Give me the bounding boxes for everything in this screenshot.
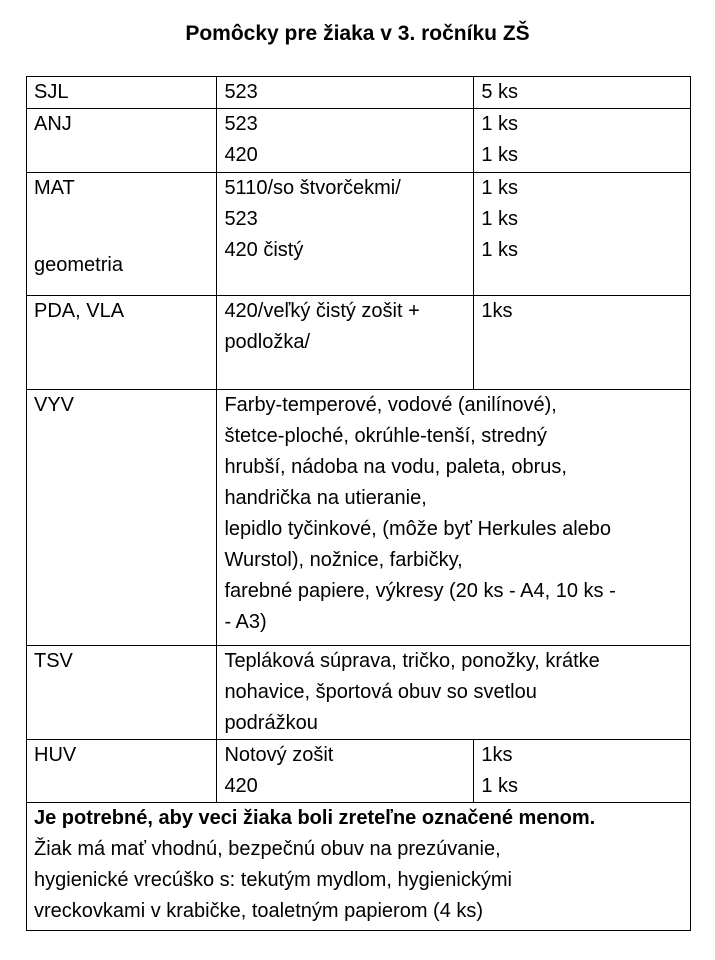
items-cell (217, 646, 691, 740)
table-row (27, 296, 691, 390)
subject-cell (27, 740, 217, 803)
subject-cell (27, 390, 217, 646)
qty-cell (474, 109, 691, 173)
subject-cell (27, 109, 217, 173)
table-row (27, 803, 691, 931)
qty-cell (474, 77, 691, 109)
note-text: vreckovkami v krabičke, toaletným papierom (4 ks) (34, 900, 484, 922)
qty-text: 1 ks (481, 177, 519, 199)
subject-label: ANJ (34, 113, 72, 135)
subject-cell (27, 173, 217, 296)
item-text: 523 (224, 113, 258, 135)
item-text: Tepláková súprava, tričko, ponožky, krátke (224, 650, 600, 672)
subject-label: TSV (34, 650, 73, 672)
qty-cell (474, 296, 691, 390)
item-text: 5110/so štvorčekmi/ (224, 177, 401, 199)
items-cell (217, 740, 474, 803)
qty-text: 1 ks (481, 775, 519, 797)
table-row (27, 173, 691, 296)
qty-text: 1 ks (481, 144, 519, 166)
items-cell (217, 296, 474, 390)
items-cell (217, 173, 474, 296)
table-row (27, 646, 691, 740)
item-text: handrička na utieranie, (224, 487, 427, 509)
table-row (27, 740, 691, 803)
subject-label: PDA, VLA (34, 300, 125, 322)
page-title: Pomôcky pre žiaka v 3. ročníku ZŠ (185, 22, 530, 45)
subject-label: VYV (34, 394, 75, 416)
qty-cell (474, 173, 691, 296)
subject-cell (27, 296, 217, 390)
note-cell (27, 803, 691, 931)
items-cell (217, 390, 691, 646)
qty-text: 1ks (481, 744, 513, 766)
subject-label: HUV (34, 744, 77, 766)
subject-cell (27, 77, 217, 109)
item-text: podrážkou (224, 712, 318, 734)
subject-label: MAT (34, 177, 75, 199)
item-text: Wurstol), nožnice, farbičky, (224, 549, 463, 571)
item-text: 420 (224, 775, 258, 797)
item-text: 523 (224, 208, 258, 230)
item-text: Farby-temperové, vodové (anilínové), (224, 394, 557, 416)
item-text: 420 (224, 144, 258, 166)
note-heading: Je potrebné, aby veci žiaka boli zreteľne označené menom. (34, 807, 596, 829)
items-cell (217, 77, 474, 109)
item-text: 523 (224, 81, 258, 103)
subject-cell (27, 646, 217, 740)
note-text: hygienické vrecúško s: tekutým mydlom, hygienickými (34, 869, 512, 891)
qty-text: 1 ks (481, 239, 519, 261)
qty-cell (474, 740, 691, 803)
items-cell (217, 109, 474, 173)
item-text: 420 čistý (224, 239, 304, 261)
subject-label: SJL (34, 81, 69, 103)
item-text: 420/veľký čistý zošit + (224, 300, 420, 322)
item-text: podložka/ (224, 331, 311, 353)
table-row (27, 77, 691, 109)
item-text: lepidlo tyčinkové, (môže byť Herkules alebo (224, 518, 612, 540)
item-text: hrubší, nádoba na vodu, paleta, obrus, (224, 456, 567, 478)
subject-label: geometria (34, 254, 123, 276)
table-row (27, 109, 691, 173)
qty-text: 1 ks (481, 208, 519, 230)
item-text: farebné papiere, výkresy (20 ks - A4, 10 ks - (224, 580, 616, 602)
supplies-table (26, 76, 691, 931)
qty-text: 1ks (481, 300, 513, 322)
item-text: nohavice, športová obuv so svetlou (224, 681, 537, 703)
table-row (27, 390, 691, 646)
item-text: štetce-ploché, okrúhle-tenší, stredný (224, 425, 547, 447)
note-text: Žiak má mať vhodnú, bezpečnú obuv na prezúvanie, (34, 838, 501, 860)
item-text: - A3) (224, 611, 267, 633)
qty-text: 1 ks (481, 113, 519, 135)
item-text: Notový zošit (224, 744, 334, 766)
qty-text: 5 ks (481, 81, 519, 103)
